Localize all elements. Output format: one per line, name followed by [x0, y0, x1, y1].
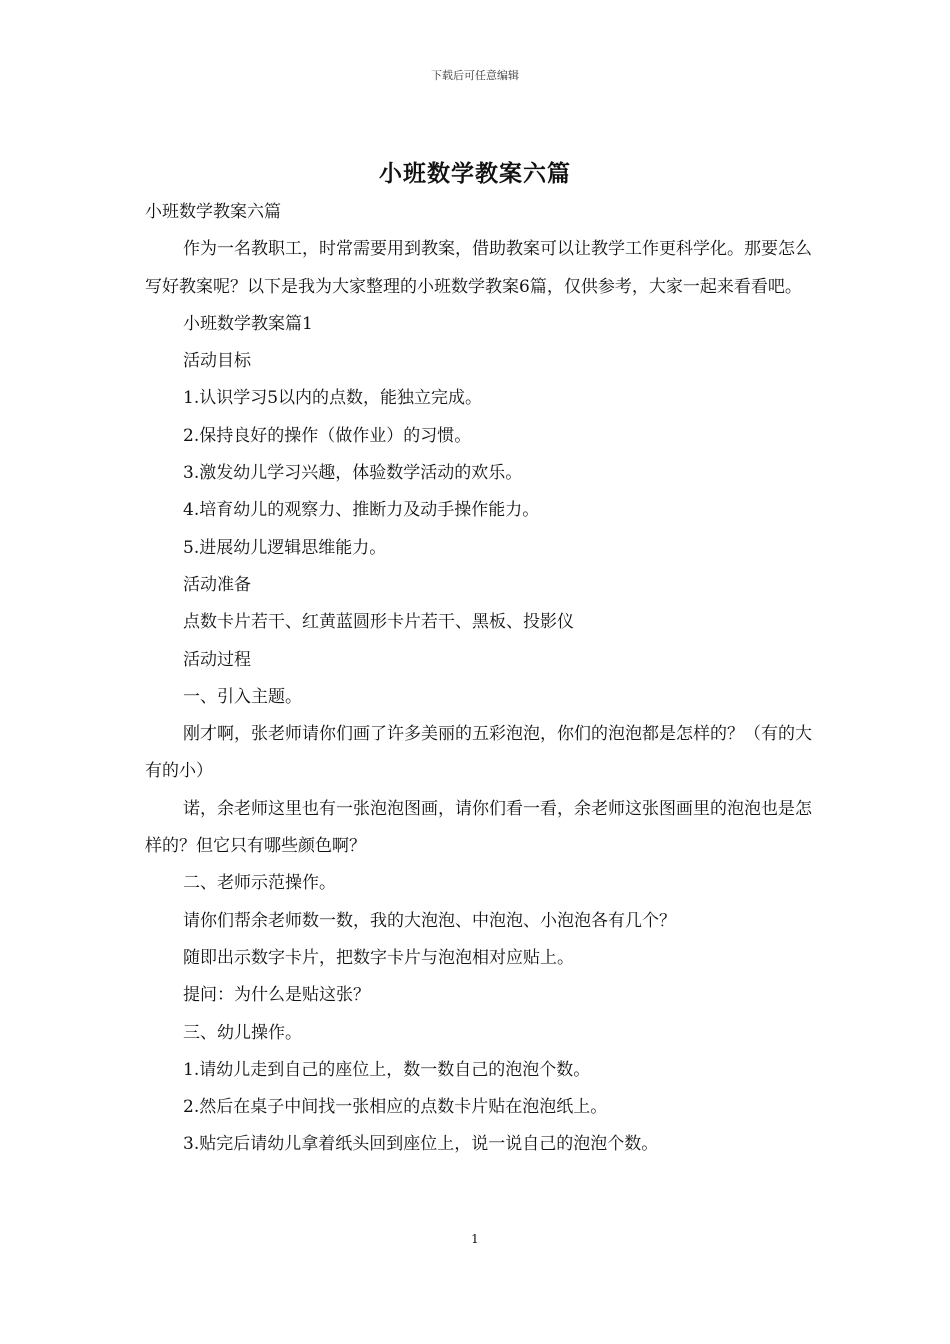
paragraph: 二、老师示范操作。 — [183, 873, 336, 894]
page-number: 1 — [471, 1232, 479, 1246]
paragraph: 2.保持良好的操作（做作业）的习惯。 — [183, 425, 472, 446]
header-note: 下载后可任意编辑 — [431, 69, 519, 82]
paragraph: 诺，余老师这里也有一张泡泡图画，请你们看一看，余老师这张图画里的泡泡也是怎样的？但它只有哪些颜色啊？ — [145, 798, 812, 857]
document-body — [145, 194, 825, 1164]
paragraph: 3.激发幼儿学习兴趣，体验数学活动的欢乐。 — [183, 463, 523, 484]
paragraph: 作为一名教职工，时常需要用到教案，借助教案可以让教学工作更科学化。那要怎么写好教案呢？以下是我为大家整理的小班数学教案6篇，仅供参考，大家一起来看看吧。 — [145, 239, 812, 297]
document-title: 小班数学教案六篇 — [379, 160, 571, 187]
paragraph: 小班数学教案篇1 — [183, 313, 313, 334]
paragraph: 随即出示数字卡片，把数字卡片与泡泡相对应贴上。 — [183, 947, 574, 968]
paragraph: 1.认识学习5以内的点数，能独立完成。 — [183, 388, 483, 409]
paragraph: 小班数学教案六篇 — [145, 202, 281, 222]
paragraph: 5.进展幼儿逻辑思维能力。 — [183, 537, 387, 558]
paragraph: 活动过程 — [183, 649, 251, 670]
paragraph: 3.贴完后请幼儿拿着纸头回到座位上，说一说自己的泡泡个数。 — [183, 1134, 659, 1155]
paragraph: 4.培育幼儿的观察力、推断力及动手操作能力。 — [183, 500, 540, 521]
paragraph: 2.然后在桌子中间找一张相应的点数卡片贴在泡泡纸上。 — [183, 1097, 608, 1118]
paragraph: 活动目标 — [183, 351, 251, 372]
paragraph: 1.请幼儿走到自己的座位上，数一数自己的泡泡个数。 — [183, 1059, 591, 1080]
paragraph: 提问：为什么是贴这张？ — [183, 985, 370, 1006]
paragraph: 刚才啊，张老师请你们画了许多美丽的五彩泡泡，你们的泡泡都是怎样的？（有的大有的小） — [145, 724, 812, 782]
paragraph: 请你们帮余老师数一数，我的大泡泡、中泡泡、小泡泡各有几个？ — [183, 910, 676, 931]
paragraph: 一、引入主题。 — [183, 686, 302, 707]
paragraph: 点数卡片若干、红黄蓝圆形卡片若干、黑板、投影仪 — [183, 612, 574, 633]
paragraph: 三、幼儿操作。 — [183, 1022, 302, 1043]
paragraph: 活动准备 — [183, 574, 251, 595]
